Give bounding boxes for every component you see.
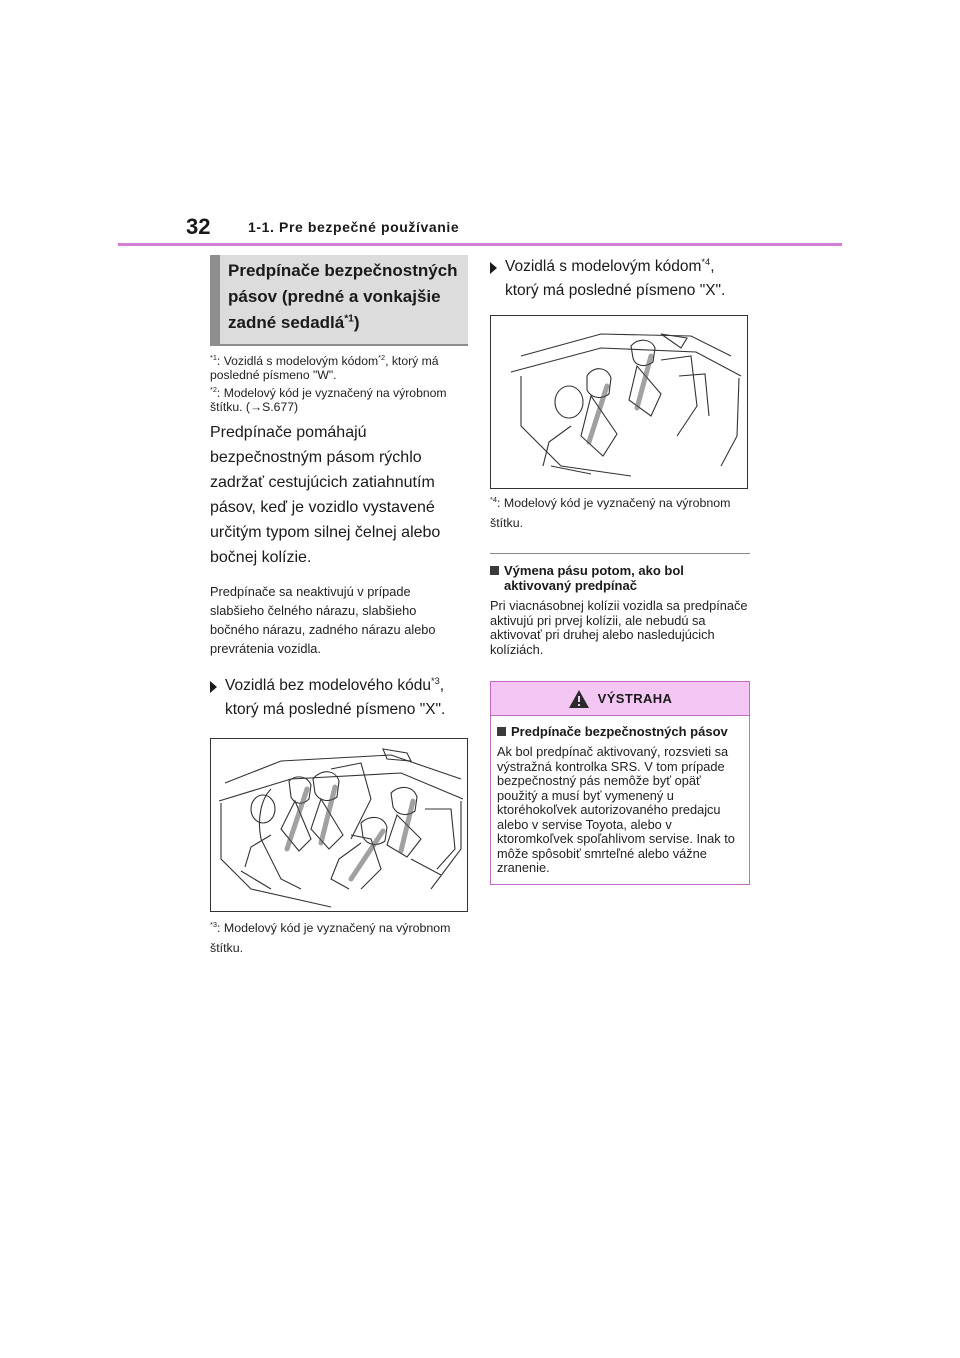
warning-text: Ak bol predpínač aktivovaný, rozsvieti sa výstražná kontrolka SRS. V tom prípade bezpečnostný pás nemôže byť opäť použitý a musí byť vymenený u ktoréhokoľvek autorizovaného predajcu alebo v servise Toyota, alebo v ktoromkoľvek spoľahlivom servise. Inak to môže spôsobiť smrteľné alebo vážne zranenie. [497,744,735,875]
section-title-line: Predpínače bezpečnostných [228,261,458,280]
square-bullet-icon [497,727,506,736]
car-interior-illustration [211,739,468,912]
page-number: 32 [186,214,211,239]
bullet-heading: Vozidlá bez modelového kódu$^{*3}$, ktorý má posledné písmeno "X". [210,674,468,722]
header-rule [118,243,842,246]
illustration-seats-front [490,315,748,489]
section-title [210,255,468,346]
warning-body [491,716,749,884]
warning-triangle-icon [568,689,590,709]
square-bullet-icon [490,566,499,575]
illustration-seats-front-rear [210,738,468,912]
body-note: Predpínače sa neaktivujú v prípade slabšieho čelného nárazu, slabšieho bočného nárazu, zadného nárazu alebo prevrátenia vozidla. [210,584,436,656]
sub-heading: Výmena pásu potom, ako bol aktivovaný predpínač [490,563,750,593]
body-paragraph: Predpínače pomáhajú bezpečnostným pásom rýchlo zadržať cestujúcich zatiahnutím pásov, keď je vozidlo vystavené určitým typom silnej čelnej alebo bočnej kolízie. [210,424,441,566]
footnote-3: $^{*3}$: Modelový kód je vyznačený na výrobnom štítku. [210,919,451,955]
section-title-line: pásov (predné a vonkajšie [228,287,441,306]
warning-title: VÝSTRAHA [597,691,673,706]
running-head: 1-1. Pre bezpečné používanie [248,219,460,235]
bullet-heading: Vozidlá s modelovým kódom$^{*4}$, ktorý má posledné písmeno "X". [490,255,750,303]
sub-body: Pri viacnásobnej kolízii vozidla sa predpínače aktivujú pri prvej kolízii, ale nebudú sa aktivovať pri druhej alebo nasledujúcich kolíziách. [490,598,748,657]
car-interior-illustration [491,316,748,489]
left-column [210,255,468,958]
warning-header [491,682,749,716]
footnote-ref: *1 [344,313,354,325]
warning-box [490,681,750,885]
footnote-1: $^{*1}$: Vozidlá s modelovým kódom$^{*2}$, ktorý má posledné písmeno "W". [210,352,439,382]
bullet-triangle-icon [490,262,497,274]
footnote-4: $^{*4}$: Modelový kód je vyznačený na výrobnom štítku. [490,494,731,530]
right-column [490,255,750,885]
bullet-triangle-icon [210,681,217,693]
warning-heading: Predpínače bezpečnostných pásov [497,724,743,739]
section-divider [490,553,750,554]
section-title-line: zadné sedadlá$^{*1}$) [228,313,360,332]
footnote-2: $^{*2}$: Modelový kód je vyznačený na výrobnom štítku. (→S.677) [210,384,447,414]
